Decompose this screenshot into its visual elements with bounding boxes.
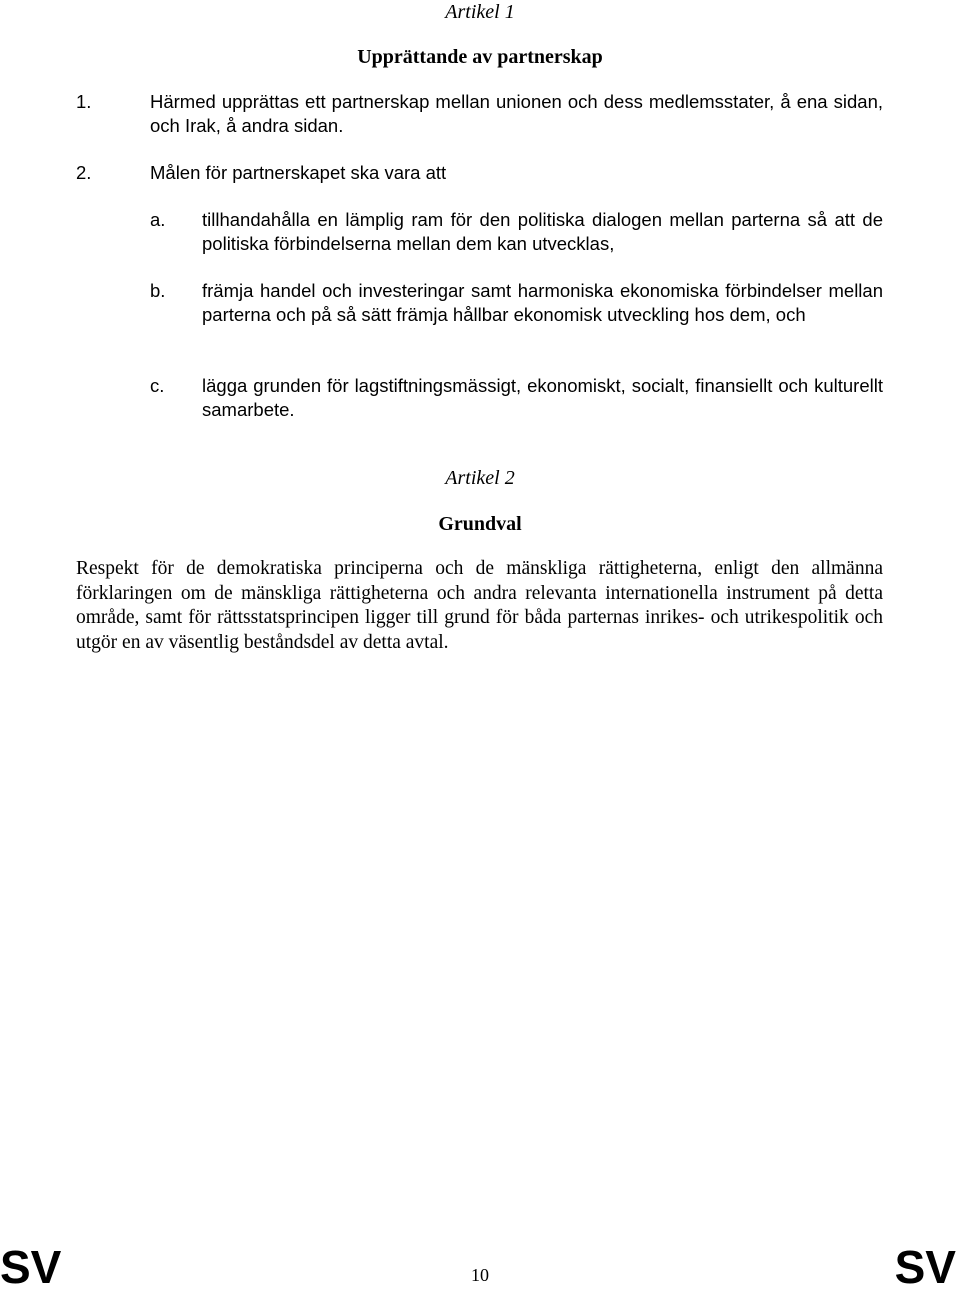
subitem-a-marker: a. (150, 209, 166, 230)
subitem-a-text: tillhandahålla en lämplig ram för den politiska dialogen mellan parterna så att de politiska förbindelserna mellan dem kan utvecklas, (202, 209, 883, 254)
article-1-number: Artikel 1 (445, 1, 515, 23)
article-2-body: Respekt för de demokratiska principerna och de mänskliga rättigheterna, enligt den allmänna förklaringen om de mänskliga rättigheterna och andra relevanta internationella instrument på detta område, samt för rättsstatsprincipen ligger till grund för båda parternas inrikes- och utrikespolitik och utgör en av väsentlig beståndsdel av detta avtal. (76, 558, 883, 653)
subitem-b-text: främja handel och investeringar samt harmoniska ekonomiska förbindelser mellan parterna och på så sätt främja hållbar ekonomisk utveckling hos dem, och (202, 280, 883, 325)
footer-language-right: SV (894, 1241, 956, 1293)
item-1-marker: 1. (76, 91, 92, 112)
article-1-title: Upprättande av partnerskap (357, 46, 603, 68)
article-2-number: Artikel 2 (445, 467, 515, 489)
subitem-c-text: lägga grunden för lagstiftningsmässigt, ekonomiskt, socialt, finansiellt och kulturellt samarbete. (202, 375, 883, 420)
subitem-c-marker: c. (150, 375, 165, 396)
item-2-text: Målen för partnerskapet ska vara att (150, 162, 447, 183)
article-2-title: Grundval (438, 513, 522, 535)
footer-language-left: SV (0, 1241, 62, 1293)
subitem-b-marker: b. (150, 280, 166, 301)
item-1-text: Härmed upprättas ett partnerskap mellan unionen och dess medlemsstater, å ena sidan, och Irak, å andra sidan. (150, 91, 883, 136)
page-number: 10 (471, 1265, 489, 1285)
item-2-marker: 2. (76, 162, 92, 183)
